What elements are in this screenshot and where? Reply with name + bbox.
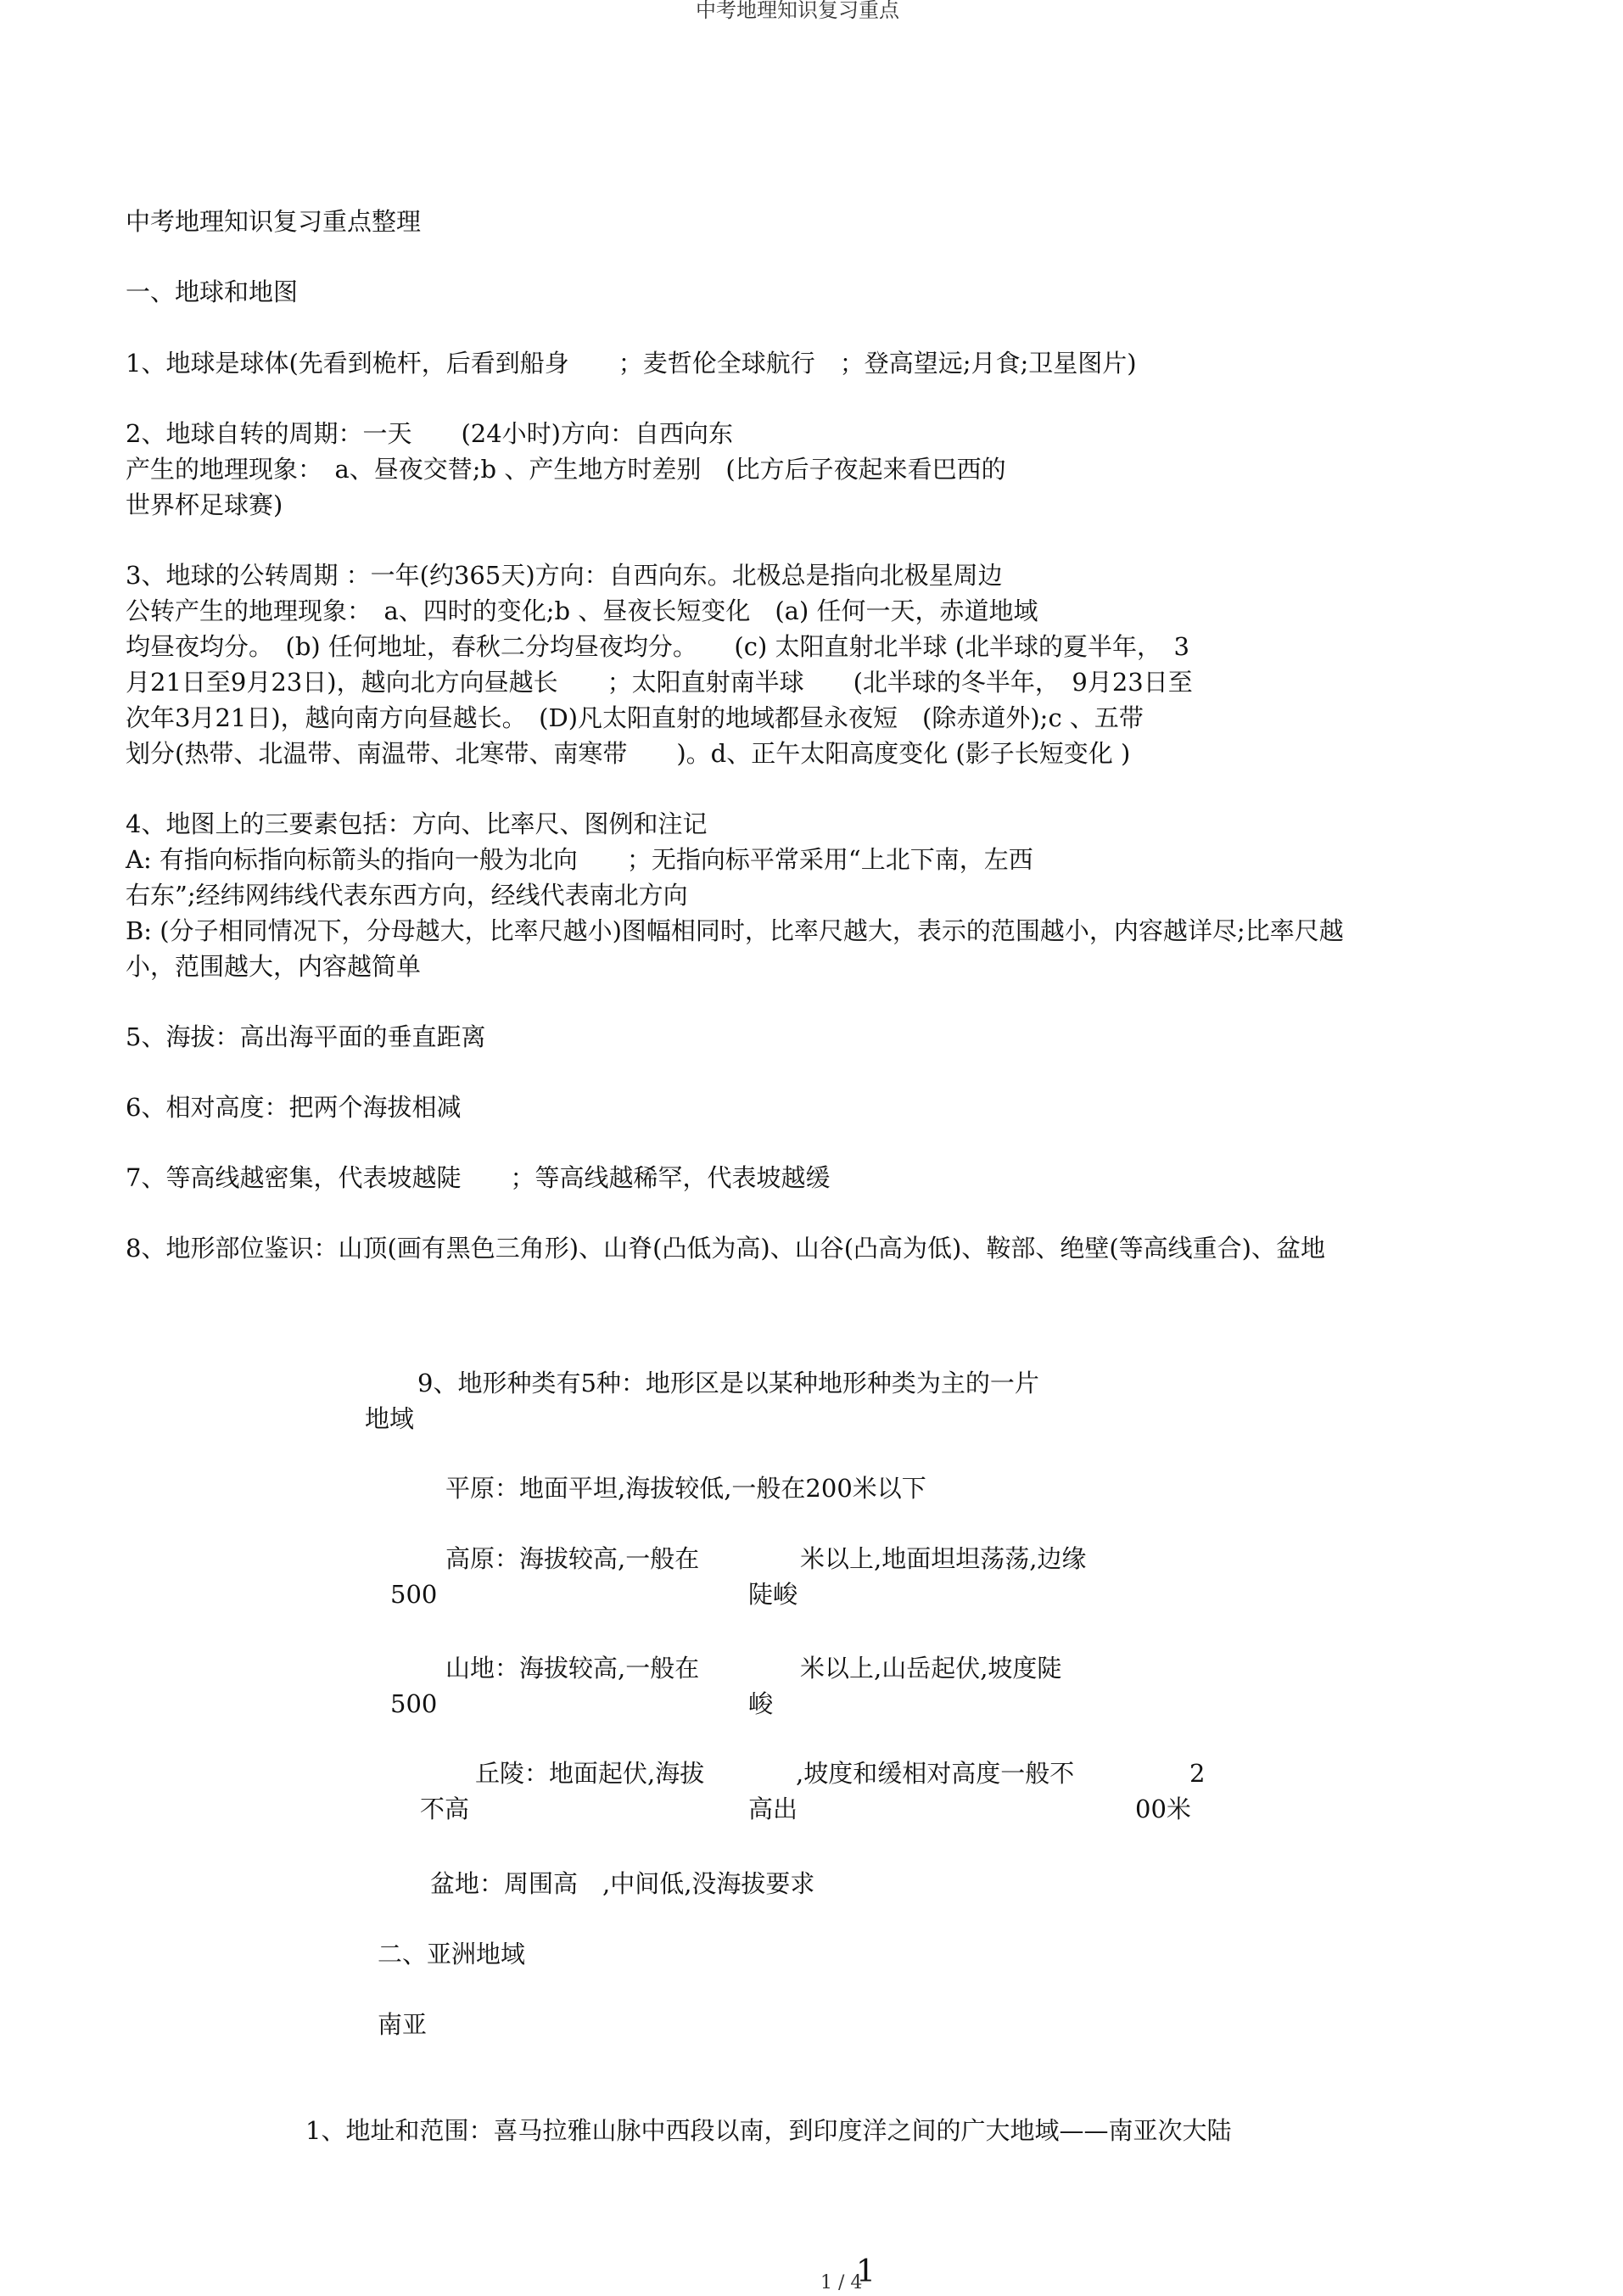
- paragraph-3-line-5: 次年3月21日)，越向南方向昼越长。 (D)凡太阳直射的地域都昼永夜短 (除赤道外);c 、五带: [126, 703, 1144, 732]
- landform-hill-text-5: 高出: [748, 1795, 798, 1823]
- landform-plateau-text-3: 陡峻: [748, 1580, 798, 1609]
- paragraph-3-line-4: 月21日至9月23日)，越向北方向昼越长 ；太阳直射南半球 (北半球的冬半年， 9月23日至: [126, 668, 1193, 697]
- paragraph-9-line-2: 地域: [365, 1404, 415, 1433]
- landform-mountain-number: 500: [390, 1689, 438, 1718]
- paragraph-5: 5、海拔：高出海平面的垂直距离: [126, 1022, 486, 1051]
- document-title: 中考地理知识复习重点整理: [126, 207, 422, 236]
- running-header: 中考地理知识复习重点: [696, 0, 899, 22]
- subsection-south-asia: 南亚: [378, 2010, 428, 2039]
- paragraph-2-line-2: 产生的地理现象： a、昼夜交替;b 、产生地方时差别 (比方后子夜起来看巴西的: [126, 455, 1006, 484]
- landform-plateau-text: 高原：海拔较高,一般在: [445, 1544, 700, 1573]
- landform-basin: 盆地：周围高 ,中间低,没海拔要求: [430, 1869, 815, 1898]
- landform-hill-text-4: 不高: [420, 1795, 470, 1823]
- landform-mountain-text: 山地：海拔较高,一般在: [445, 1654, 700, 1683]
- landform-mountain-text-3: 峻: [748, 1689, 774, 1718]
- paragraph-8: 8、地形部位鉴识：山顶(画有黑色三角形)、山脊(凸低为高)、山谷(凸高为低)、鞍部、绝壁(等高线重合)、盆地: [126, 1234, 1325, 1263]
- paragraph-3-line-1: 3、地球的公转周期 ：一年(约365天)方向：自西向东。北极总是指向北极星周边: [126, 561, 1003, 590]
- section-heading-2: 二、亚洲地域: [378, 1940, 526, 1968]
- landform-hill-text-2: ,坡度和缓相对高度一般不: [796, 1759, 1075, 1788]
- paragraph-9-line-1: 9、地形种类有5种：地形区是以某种地形种类为主的一片: [417, 1369, 1039, 1397]
- paragraph-4-line-1: 4、地图上的三要素包括：方向、比率尺、图例和注记: [126, 809, 708, 838]
- landform-plateau-text-2: 米以上,地面坦坦荡荡,边缘: [800, 1544, 1087, 1573]
- south-asia-point-1: 1、地址和范围：喜马拉雅山脉中西段以南，到印度洋之间的广大地域——南亚次大陆: [305, 2116, 1232, 2145]
- paragraph-4-line-3: 右东”;经纬网纬线代表东西方向，经线代表南北方向: [126, 881, 688, 910]
- page-number: 1 / 4: [820, 2272, 863, 2293]
- paragraph-1: 1、地球是球体(先看到桅杆，后看到船身 ；麦哲伦全球航行 ；登高望远;月食;卫星图片): [126, 349, 1137, 378]
- paragraph-3-line-3: 均昼夜均分。 (b) 任何地址，春秋二分均昼夜均分。 (c) 太阳直射北半球 (北半球的夏半年， 3: [126, 632, 1189, 661]
- paragraph-6: 6、相对高度：把两个海拔相减: [126, 1093, 462, 1122]
- page-number-large: 1: [856, 2254, 876, 2289]
- landform-hill-text-6: 00米: [1135, 1795, 1191, 1823]
- landform-plateau-number: 500: [390, 1580, 438, 1609]
- paragraph-3-line-6: 划分(热带、北温带、南温带、北寒带、南寒带 )。d、正午太阳高度变化 (影子长短变化 ): [126, 739, 1131, 768]
- landform-hill-text-3: 2: [1189, 1759, 1206, 1788]
- paragraph-7: 7、等高线越密集，代表坡越陡 ；等高线越稀罕，代表坡越缓: [126, 1163, 831, 1192]
- paragraph-2-line-3: 世界杯足球赛): [126, 490, 283, 519]
- landform-plain: 平原：地面平坦,海拔较低,一般在200米以下: [445, 1474, 926, 1503]
- paragraph-2-line-1: 2、地球自转的周期：一天 (24小时)方向：自西向东: [126, 419, 733, 448]
- paragraph-4-line-5: 小，范围越大，内容越简单: [126, 952, 422, 981]
- paragraph-3-line-2: 公转产生的地理现象： a、四时的变化;b 、昼夜长短变化 (a) 任何一天，赤道地域: [126, 596, 1038, 625]
- landform-mountain-text-2: 米以上,山岳起伏,坡度陡: [800, 1654, 1062, 1683]
- section-heading-1: 一、地球和地图: [126, 277, 299, 306]
- paragraph-4-line-2: A: 有指向标指向标箭头的指向一般为北向 ；无指向标平常采用“上北下南，左西: [126, 845, 1033, 874]
- landform-hill-text: 丘陵：地面起伏,海拔: [475, 1759, 705, 1788]
- paragraph-4-line-4: B: (分子相同情况下，分母越大，比率尺越小)图幅相同时，比率尺越大，表示的范围越小，内容越详尽;比率尺越: [126, 916, 1344, 945]
